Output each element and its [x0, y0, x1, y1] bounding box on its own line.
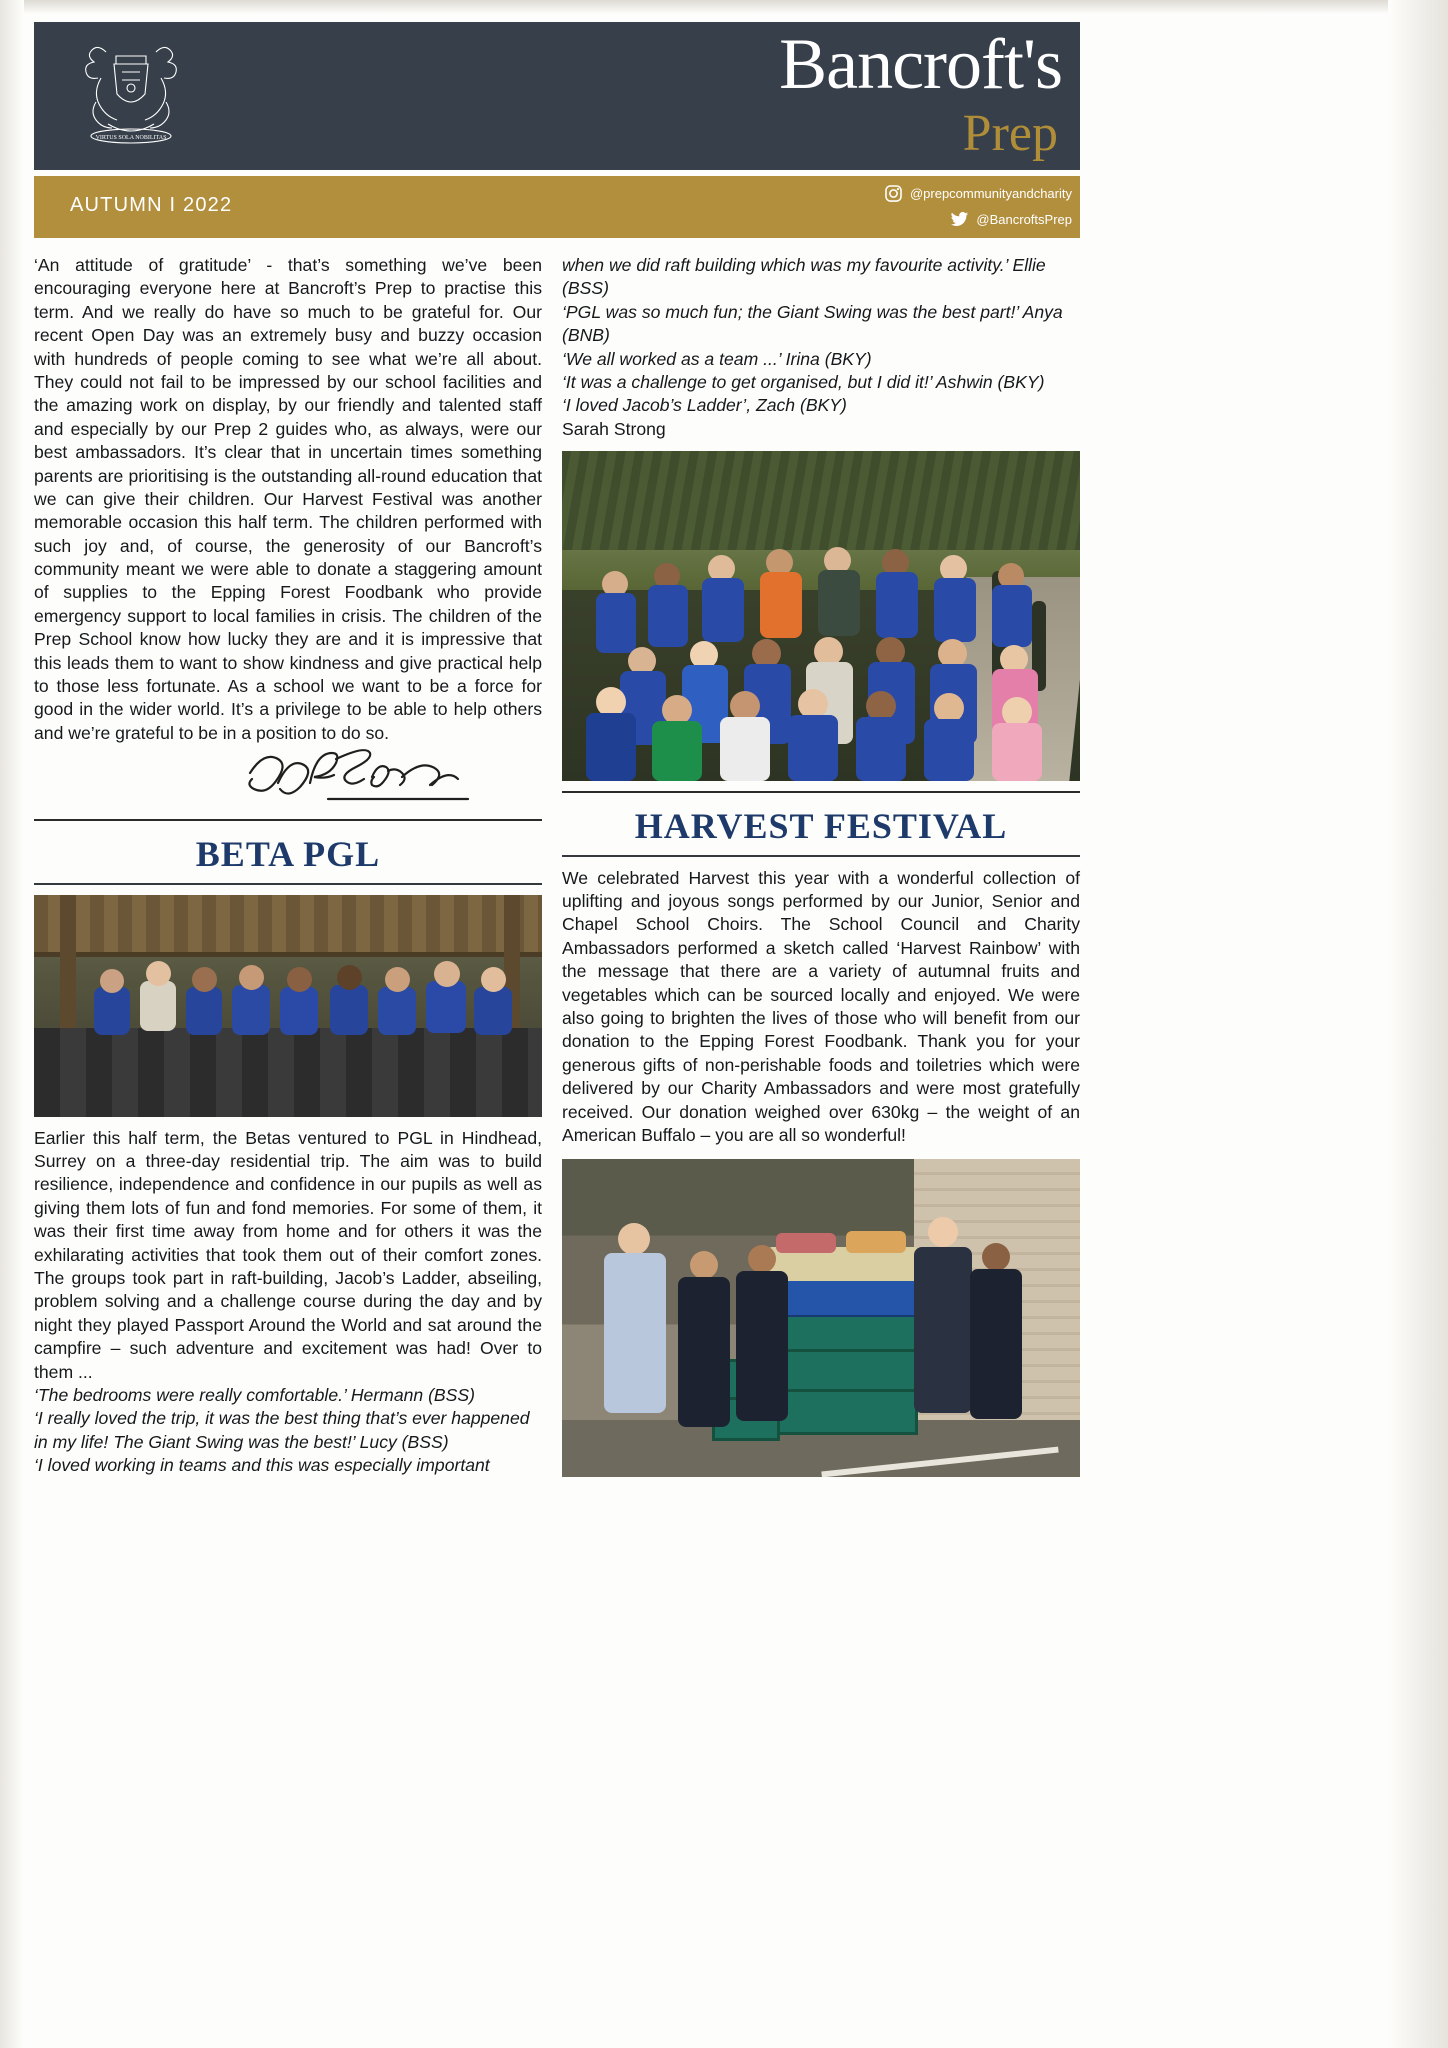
social-row-instagram[interactable]: [642, 180, 1072, 206]
harvest-body: We celebrated Harvest this year with a wonderful collection of uplifting and joyous songs performed by our Junior, Senior and Chapel School Choirs. The School Council and Charity Ambassadors performed a sketch called ‘Harvest Rainbow’ with the message that there are a variety of autumnal fruits and vegetables which can be sourced locally and enjoyed. We were also going to brighten the lives of those who will benefit from our donation to the Epping Forest Foodbank. Thank you for your generous gifts of non-perishable foods and toiletries which were delivered by our Charity Ambassadors and were most gratefully received. Our donation weighed over 630kg – the weight of an American Buffalo – you are all so wonderful!: [562, 867, 1080, 1145]
photo-harvest-donations: [562, 1159, 1080, 1477]
pgl-quote-cont-5: ‘I loved Jacob’s Ladder’, Zach (BKY): [562, 395, 847, 416]
divider-below-beta-pgl: [34, 883, 542, 885]
beta-quote-1: ‘The bedrooms were really comfortable.’ Hermann (BSS): [34, 1385, 475, 1405]
byline-sarah-strong: Sarah Strong: [562, 418, 666, 439]
pgl-quote-cont-2: ‘PGL was so much fun; the Giant Swing was the best part!’ Anya (BNB): [562, 301, 1063, 346]
pgl-quote-cont-1: when we did raft building which was my favourite activity.’ Ellie (BSS): [562, 255, 1046, 299]
section-heading-harvest-festival: HARVEST FESTIVAL: [634, 806, 1008, 847]
masthead: [34, 22, 1080, 170]
head-intro-text: ‘An attitude of gratitude’ - that’s something we’ve been encouraging everyone here at Bancroft’s Prep to practise this term. And we really do have so much to be grateful for. Our recent Open Day was an extremely busy and buzzy occasion with hundreds of people coming to see what we’re all about. They could not fail to be impressed by our school facilities and the amazing work on display, by our friendly and talented staff and especially by our Prep 2 guides who, as always, were our best ambassadors. It’s clear that in uncertain times something parents are prioritising is the outstanding all-round education that we can give their children. Our Harvest Festival was another memorable occasion this half term. The children performed with such joy and, of course, the generosity of our Bancroft’s community meant we were able to donate a staggering amount of supplies to the Epping Forest Foodbank who provide emergency support to local families in crisis. The children of the Prep School know how lucky they are and it is impressive that this leads them to want to show kindness and give practical help to those less fortunate. As a school we want to be a force for good in the wider world. It’s a privilege to be able to help others and we’re grateful to be in a position to do so.: [34, 255, 542, 743]
masthead-title: Bancroft's: [779, 24, 1062, 104]
twitter-icon: [950, 210, 969, 229]
divider-below-harvest: [562, 855, 1080, 857]
social-row-twitter[interactable]: [642, 206, 1072, 232]
scan-edge-right: [1388, 0, 1448, 2048]
social-handles: [642, 180, 1072, 232]
signature: [34, 749, 542, 809]
pgl-quote-cont-4: ‘It was a challenge to get organised, but I did it!’ Ashwin (BKY): [562, 371, 1045, 392]
svg-text:VIRTUS SOLA NOBILITAS: VIRTUS SOLA NOBILITAS: [95, 135, 167, 141]
pgl-quote-cont-3: ‘We all worked as a team ...’ Irina (BKY): [562, 348, 872, 369]
beta-quote-2: ‘I really loved the trip, it was the best thing that’s ever happened in my life! The Giant Swing was the best!’ Lucy (BSS): [34, 1408, 530, 1452]
photo-beta-pgl-tyres: [34, 895, 542, 1117]
section-heading-beta-pgl: BETA PGL: [195, 834, 381, 875]
right-column: [562, 254, 1080, 1477]
instagram-handle: @prepcommunityandcharity: [909, 185, 1072, 201]
beta-quote-3: ‘I loved working in teams and this was especially important: [34, 1455, 490, 1476]
scan-edge-top: [0, 0, 1448, 14]
left-column: [34, 254, 542, 1478]
issue-bar: [34, 176, 1080, 238]
photo-group-children: [562, 451, 1080, 781]
divider-above-harvest: [562, 791, 1080, 793]
twitter-handle: @BancroftsPrep: [976, 211, 1072, 227]
scan-edge-left: [0, 0, 24, 2048]
issue-label: AUTUMN I 2022: [70, 194, 233, 216]
instagram-icon: [884, 184, 903, 203]
divider-above-beta-pgl: [34, 819, 542, 821]
school-crest-icon: [56, 32, 206, 162]
beta-pgl-body: Earlier this half term, the Betas ventured to PGL in Hindhead, Surrey on a three-day residential trip. The aim was to build resilience, independence and confidence in our pupils as well as giving them lots of fun and fond memories. For some of them, it was their first time away from home and for others it was the exhilarating activities that took them out of their comfort zones. The groups took part in raft-building, Jacob’s Ladder, abseiling, problem solving and a challenge course during the day and by night they played Passport Around the World and sat around the campfire – such adventure and excitement was had! Over to them ...: [34, 1127, 542, 1382]
masthead-subtitle: Prep: [962, 105, 1058, 162]
